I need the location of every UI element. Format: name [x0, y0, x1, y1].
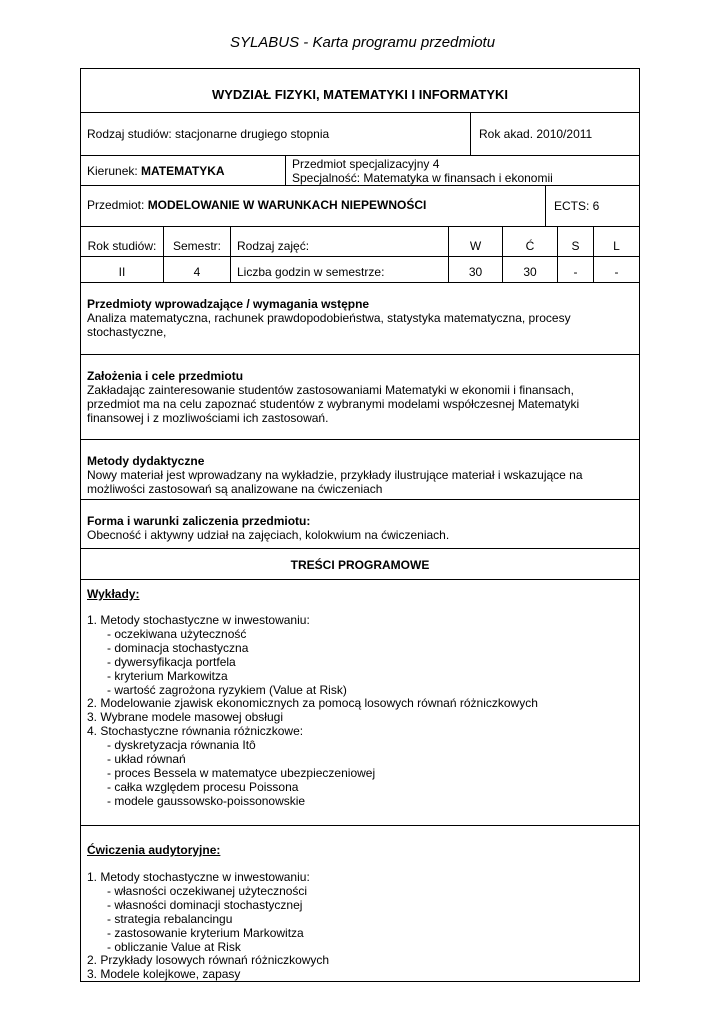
subject-label: Przedmiot:	[87, 198, 148, 212]
credit-line-1: Obecność i aktywny udział na zajęciach, kolokwium na ćwiczeniach.	[87, 528, 450, 542]
credit-section	[81, 500, 639, 549]
credit-title: Forma i warunki zaliczenia przedmiotu:	[87, 514, 311, 528]
hours-w: 30	[468, 265, 483, 279]
prerequisites-line-1: Analiza matematyczna, rachunek prawdopodobieństwa, statystyka matematyczna, procesy	[87, 311, 571, 325]
hours-grid-header	[81, 227, 639, 257]
hours-s: -	[573, 265, 578, 279]
hours-label: Liczba godzin w semestrze:	[237, 265, 385, 279]
syllabus-table	[80, 68, 640, 982]
exercises-item: 1. Metody stochastyczne w inwestowaniu:	[87, 870, 310, 884]
faculty-row	[81, 69, 639, 113]
hours-label-cell	[230, 257, 448, 282]
class-type-label-cell	[230, 227, 448, 256]
prerequisites-section	[81, 283, 639, 355]
col-s: S	[571, 239, 580, 253]
hours-w-cell	[448, 257, 502, 282]
lectures-item: - układ równań	[107, 752, 186, 767]
exercises-item: - obliczanie Value at Risk	[107, 939, 241, 954]
academic-year-cell	[470, 113, 639, 155]
academic-year: Rok akad. 2010/2011	[479, 127, 593, 141]
methods-section	[81, 440, 639, 500]
class-type-label: Rodzaj zajęć:	[237, 239, 310, 253]
direction-row	[81, 156, 639, 186]
exercises-item: - własności oczekiwanej użyteczności	[107, 883, 308, 898]
specialization-cell	[285, 156, 639, 185]
direction-label: Kierunek:	[87, 164, 142, 178]
hours-l: -	[614, 265, 619, 279]
lectures-item: - oczekiwana użyteczność	[107, 626, 247, 641]
goals-line-3: finansowej i z mozliwościami ich zastosowań.	[87, 411, 329, 425]
semester-label-cell	[163, 227, 230, 256]
subject	[87, 198, 426, 212]
hours-c-cell	[502, 257, 557, 282]
prerequisites-line-2: stochastyczne,	[87, 325, 167, 339]
exercises-item: - zastosowanie kryterium Markowitza	[107, 925, 304, 940]
semester-value: 4	[193, 265, 201, 279]
col-s-cell	[557, 227, 593, 256]
study-type-value: stacjonarne drugiego stopnia	[175, 127, 330, 141]
specialization-line-1: Przedmiot specjalizacyjny 4	[292, 157, 440, 171]
specialization-line-2: Specjalność: Matematyka w finansach i ekonomii	[292, 171, 553, 185]
goals-section	[81, 355, 639, 440]
goals-title: Założenia i cele przedmiotu	[87, 369, 244, 383]
document-header: SYLABUS - Karta programu przedmiotu	[229, 34, 496, 51]
col-w-cell	[448, 227, 502, 256]
lectures-item: 4. Stochastyczne równania różniczkowe:	[87, 724, 304, 739]
exercises-title: Ćwiczenia audytoryjne:	[87, 843, 221, 857]
lectures-item: 2. Modelowanie zjawisk ekonomicznych za pomocą losowych równań różniczkowych	[87, 696, 538, 711]
hours-l-cell	[593, 257, 639, 282]
direction-value: MATEMATYKA	[141, 164, 225, 178]
year-value: II	[118, 265, 126, 279]
subject-row	[81, 186, 639, 227]
lectures-item: - kryterium Markowitza	[107, 668, 228, 683]
prerequisites-title: Przedmioty wprowadzające / wymagania wstępne	[87, 297, 370, 311]
semester-label: Semestr:	[172, 239, 221, 253]
study-type-row	[81, 113, 639, 156]
direction	[87, 164, 225, 178]
lectures-item: - dominacja stochastyczna	[107, 640, 249, 655]
col-w: W	[469, 239, 482, 253]
faculty-title: WYDZIAŁ FIZYKI, MATEMATYKI I INFORMATYKI	[211, 87, 509, 102]
goals-line-2: przedmiot ma na celu zapoznać studentów z wybranymi modelami współczesnej Matematyki	[87, 397, 580, 411]
ects: ECTS: 6	[554, 199, 600, 213]
exercises-item: - strategia rebalancingu	[107, 911, 233, 926]
subject-value: MODELOWANIE W WARUNKACH NIEPEWNOŚCI	[147, 198, 427, 212]
study-type	[87, 127, 329, 141]
study-type-label: Rodzaj studiów:	[87, 127, 176, 141]
col-c: Ć	[525, 239, 535, 253]
exercises-section	[81, 826, 639, 983]
program-title: TREŚCI PROGRAMOWE	[290, 558, 430, 572]
methods-line-2: możliwości zastosowań są analizowane na ćwiczeniach	[87, 482, 383, 496]
lectures-item: - proces Bessela w matematyce ubezpieczeniowej	[107, 765, 376, 780]
exercises-item: 2. Przykłady losowych równań różniczkowych	[87, 953, 330, 968]
hours-grid-values	[81, 257, 639, 283]
hours-s-cell	[557, 257, 593, 282]
goals-line-1: Zakładając zainteresowanie studentów zastosowaniami Matematyki w ekonomii i finansach,	[87, 383, 574, 397]
exercises-item: - własności dominacji stochastycznej	[107, 897, 303, 912]
year-label: Rok studiów:	[87, 239, 157, 253]
lectures-item: - wartość zagrożona ryzykiem (Value at Risk)	[107, 682, 347, 697]
lectures-item: - dyskretyzacja równania Itô	[107, 738, 256, 753]
hours-c: 30	[523, 265, 537, 279]
lectures-item: - całka względem procesu Poissona	[107, 779, 299, 794]
lectures-item: - dywersyfikacja portfela	[107, 654, 236, 669]
program-title-row	[81, 549, 639, 580]
exercises-item: 3. Modele kolejkowe, zapasy	[87, 967, 241, 982]
ects-cell	[545, 186, 639, 226]
lectures-title: Wykłady:	[87, 587, 140, 601]
methods-title: Metody dydaktyczne	[87, 454, 205, 468]
lectures-section	[81, 580, 639, 826]
exercises-list	[87, 871, 329, 982]
methods-line-1: Nowy materiał jest wprowadzany na wykładzie, przykłady ilustrujące materiał i wskazujące na	[87, 468, 583, 482]
col-c-cell	[502, 227, 557, 256]
lectures-item: 3. Wybrane modele masowej obsługi	[87, 710, 283, 725]
col-l-cell	[593, 227, 639, 256]
lectures-item: - modele gaussowsko-poissonowskie	[107, 793, 306, 808]
lectures-item: 1. Metody stochastyczne w inwestowaniu:	[87, 613, 310, 627]
col-l: L	[613, 239, 620, 253]
lectures-list	[87, 614, 538, 809]
semester-value-cell	[163, 257, 230, 282]
